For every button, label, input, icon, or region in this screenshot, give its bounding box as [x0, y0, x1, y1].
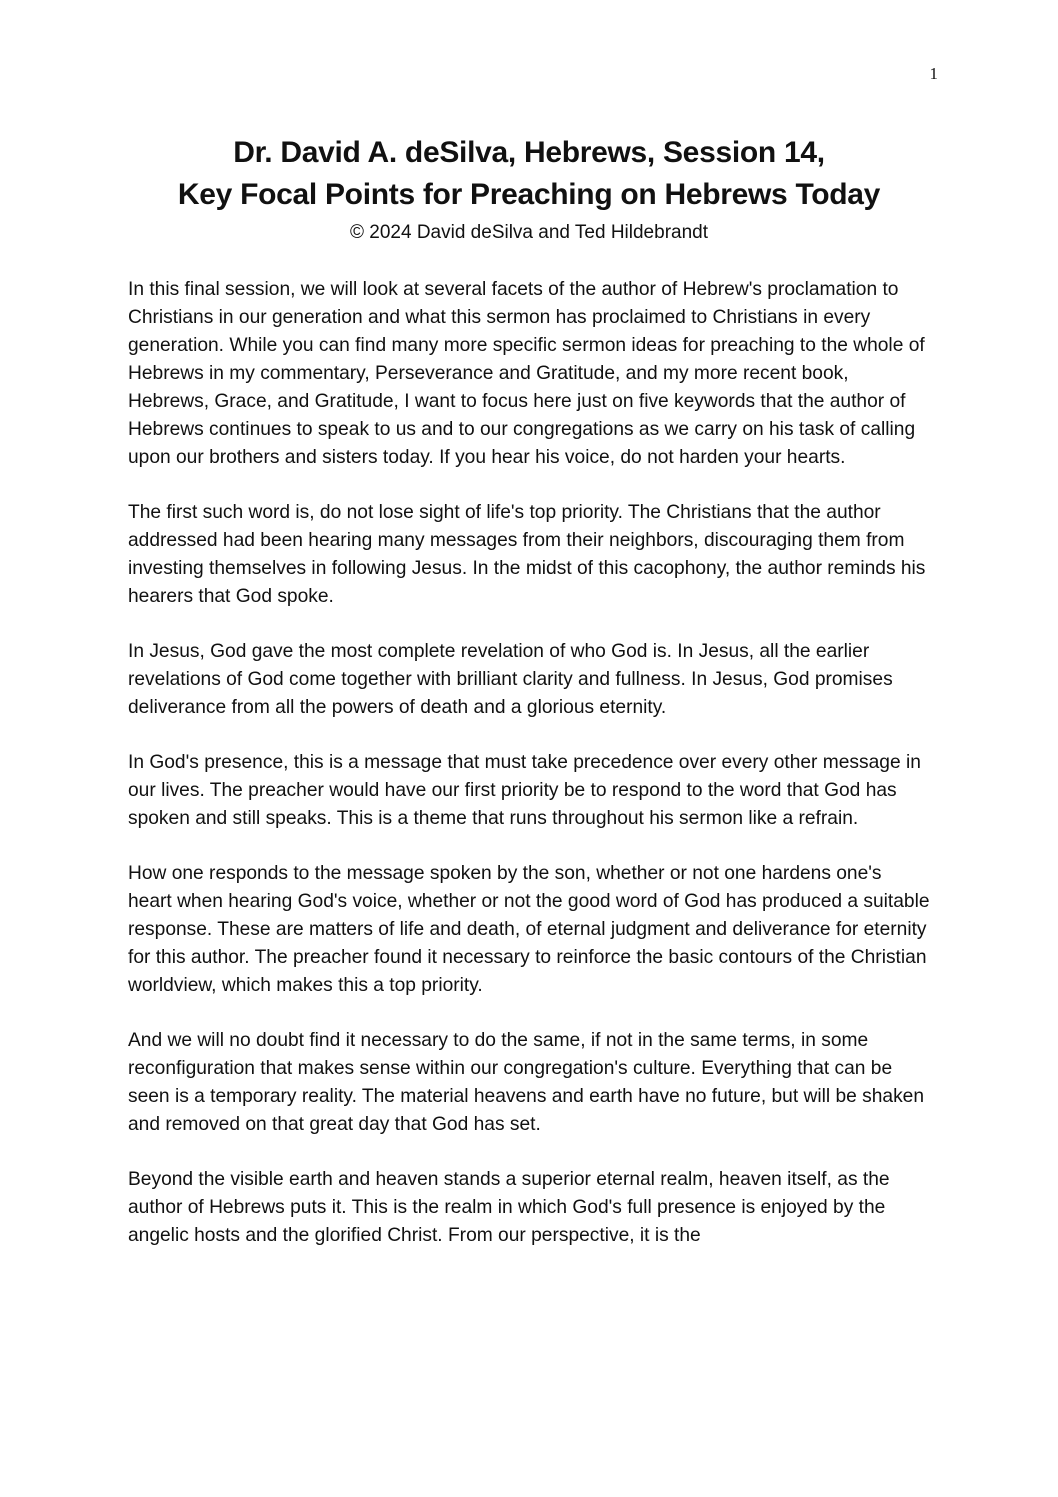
- paragraph-1: In this final session, we will look at several facets of the author of Hebrew's proclamation to Christians in our generation and what this sermon has proclaimed to Christians in every generation. While you can find many more specific sermon ideas for preaching to the whole of Hebrews in my commentary, Perseverance and Gratitude, and my more recent book, Hebrews, Grace, and Gratitude, I want to focus here just on five keywords that the author of Hebrews continues to speak to us and to our congregations as we carry on his task of calling upon our brothers and sisters today. If you hear his voice, do not harden your hearts.: [128, 279, 925, 468]
- document-body: [128, 276, 930, 1277]
- paragraph-3: In Jesus, God gave the most complete revelation of who God is. In Jesus, all the earlier revelations of God come together with brilliant clarity and fullness. In Jesus, God promises deliverance from all the powers of death and a glorious eternity.: [128, 641, 893, 718]
- paragraph-4: In God's presence, this is a message that must take precedence over every other message in our lives. The preacher would have our first priority be to respond to the word that God has spoken and still speaks. This is a theme that runs throughout his sermon like a refrain.: [128, 752, 921, 829]
- copyright-notice: © 2024 David deSilva and Ted Hildebrandt: [350, 222, 708, 243]
- page-number: 1: [929, 64, 938, 83]
- paragraph-7: Beyond the visible earth and heaven stands a superior eternal realm, heaven itself, as the author of Hebrews puts it. This is the realm in which God's full presence is enjoyed by the angelic hosts and the glorified Christ. From our perspective, it is the: [128, 1169, 890, 1246]
- title-line-1: Dr. David A. deSilva, Hebrews, Session 14,: [233, 136, 825, 169]
- paragraph-2: The first such word is, do not lose sight of life's top priority. The Christians that the author addressed had been hearing many messages from their neighbors, discouraging them from investing themselves in following Jesus. In the midst of this cacophony, the author reminds his hearers that God spoke.: [128, 502, 926, 607]
- title-line-2: Key Focal Points for Preaching on Hebrews Today: [177, 178, 881, 211]
- page-title: [100, 132, 958, 216]
- paragraph-6: And we will no doubt find it necessary to do the same, if not in the same terms, in some reconfiguration that makes sense within our congregation's culture. Everything that can be seen is a temporary reality. The material heavens and earth have no future, but will be shaken and removed on that great day that God has set.: [128, 1030, 925, 1135]
- paragraph-5: How one responds to the message spoken by the son, whether or not one hardens one's heart when hearing God's voice, whether or not the good word of God has produced a suitable response. These are matters of life and death, of eternal judgment and deliverance for eternity for this author. The preacher found it necessary to reinforce the basic contours of the Christian worldview, which makes this a top priority.: [128, 863, 930, 996]
